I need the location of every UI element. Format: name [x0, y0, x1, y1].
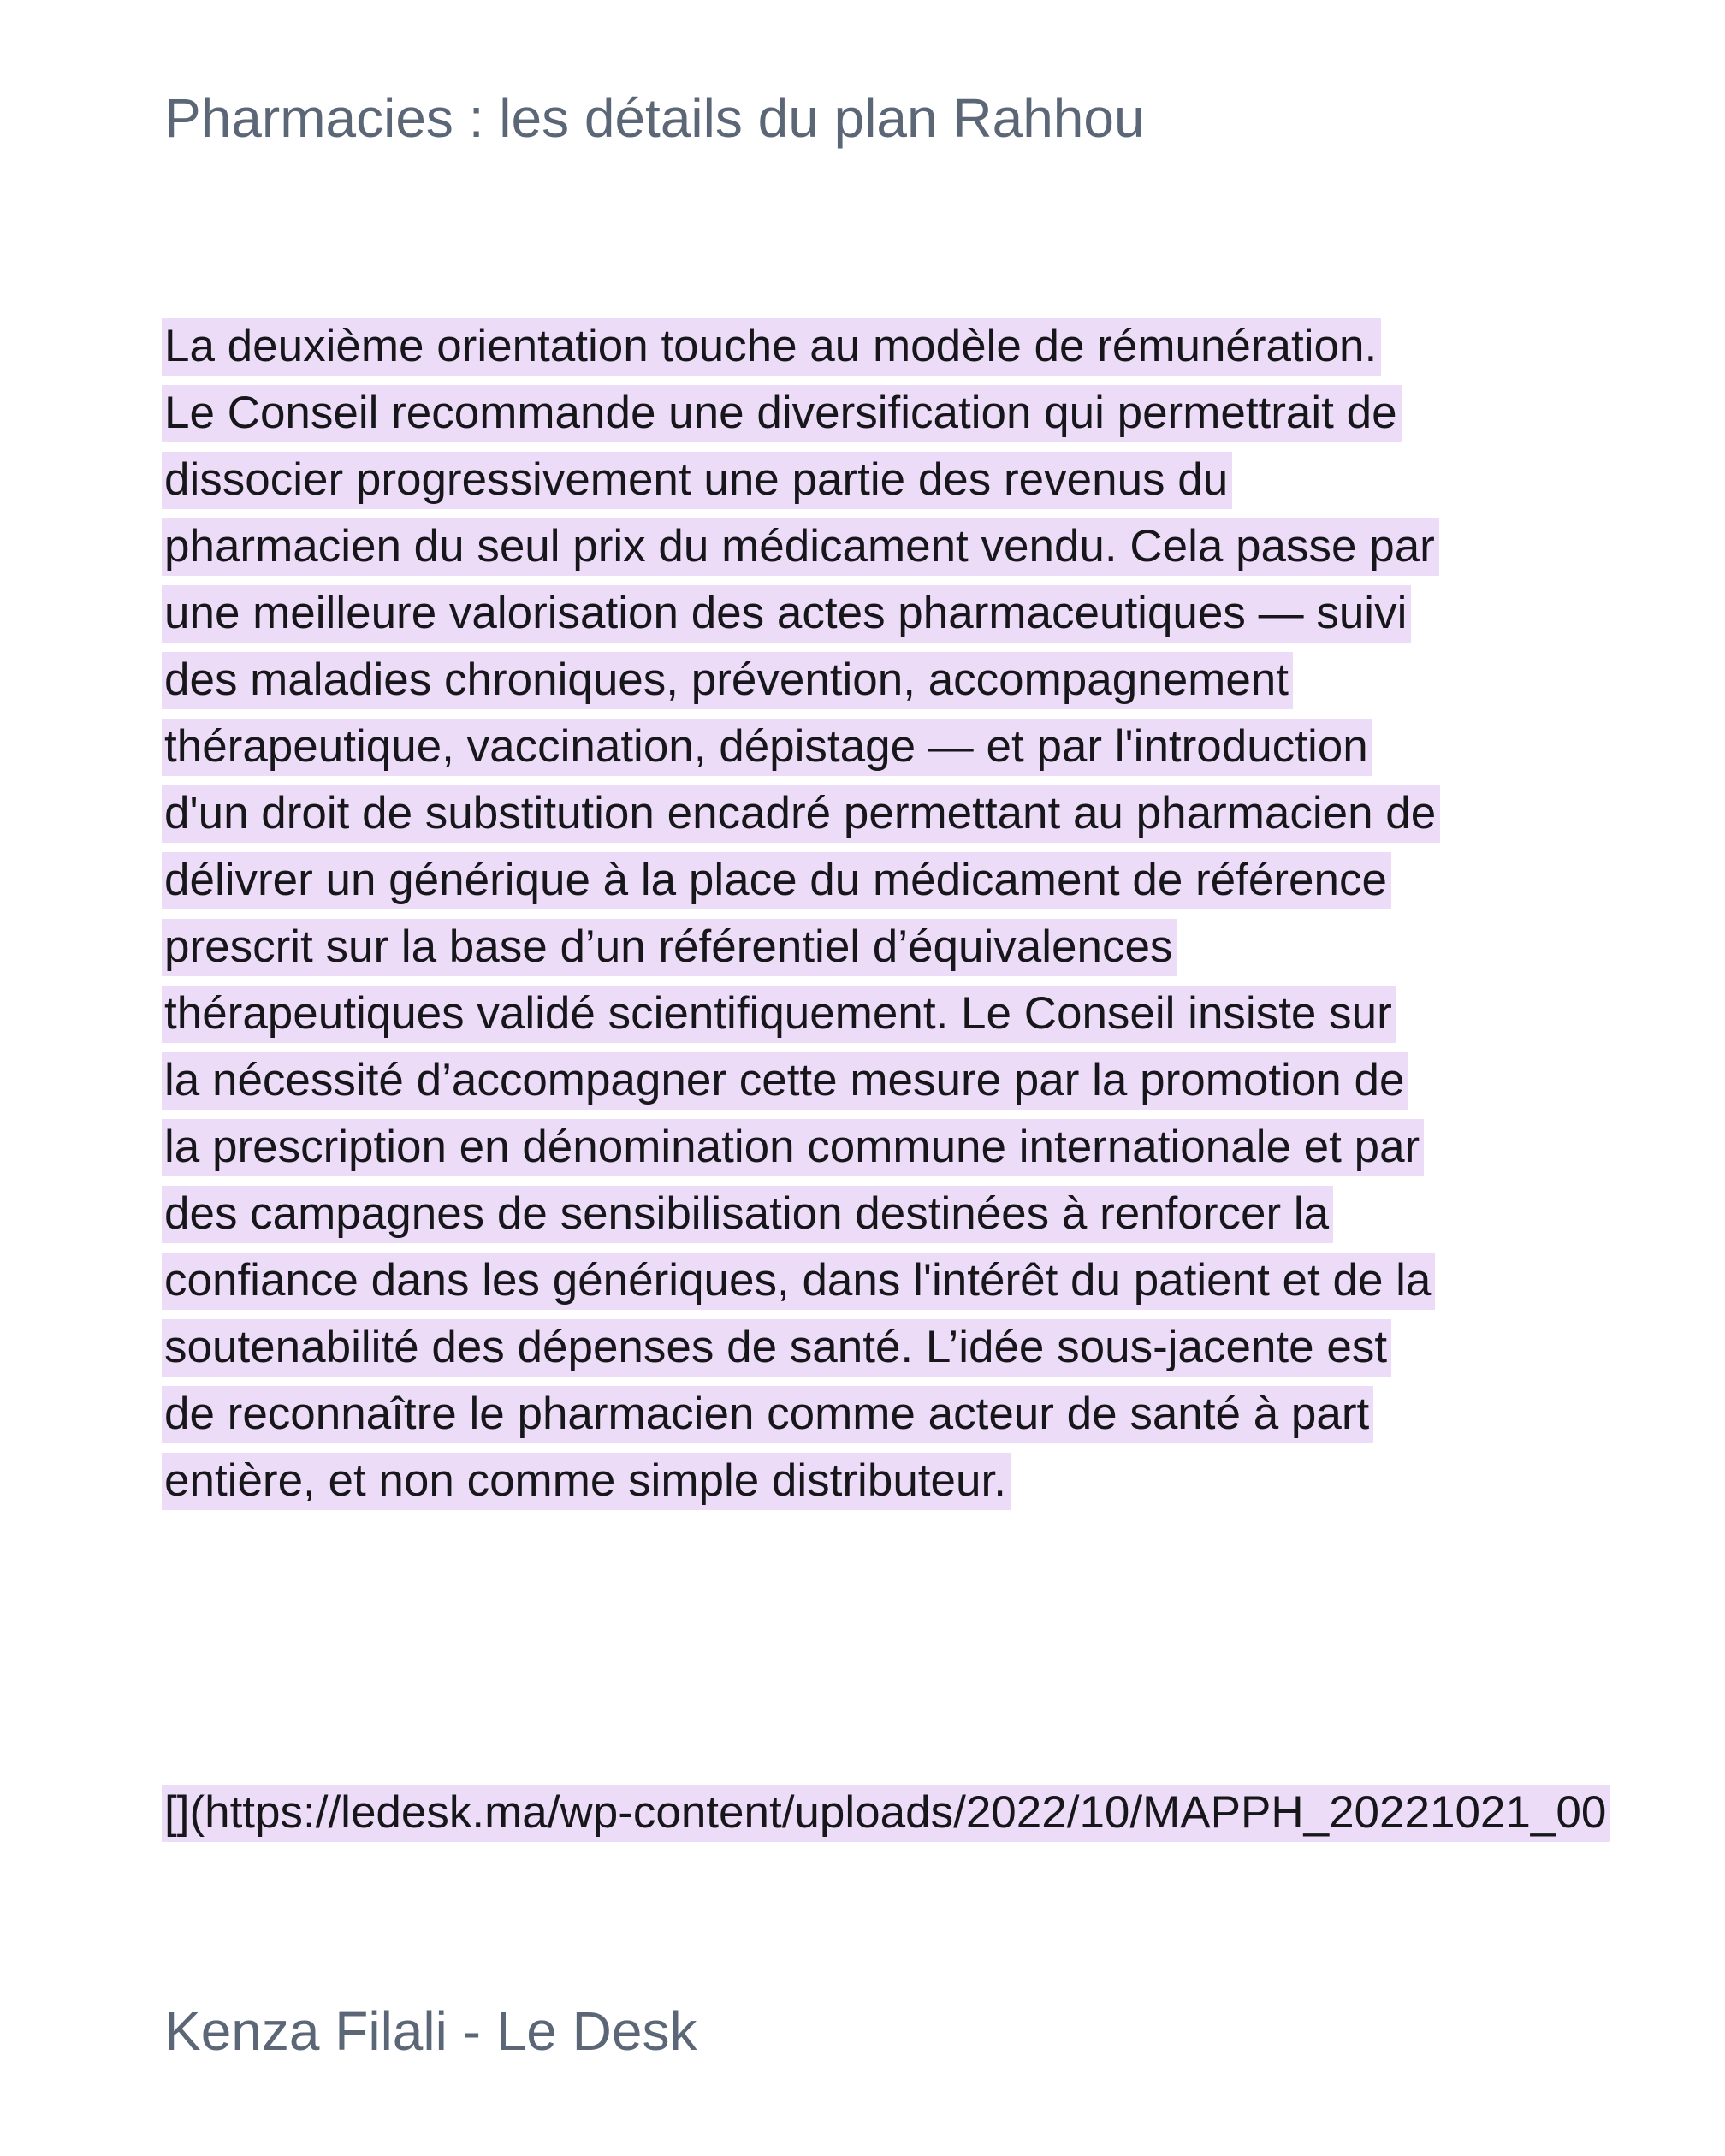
- image-link[interactable]: [164, 1780, 1610, 1846]
- byline: Kenza Filali - Le Desk: [164, 2000, 697, 2062]
- highlighted-text: La deuxième orientation touche au modèle de rémunération. Le Conseil recommande une diversification qui permettrait de dissocier progressivement une partie des revenus du pharmacien du seul prix du médicament vendu. Cela passe par une meilleure valorisation des actes pharmaceutiques — suivi des maladies chroniques, prévention, accompagnement thérapeutique, vaccination, dépistage — et par l'introduction d'un droit de substitution encadré permettant au pharmacien de délivrer un générique à la place du médicament de référence prescrit sur la base d’un référentiel d’équivalences thérapeutiques validé scientifiquement. Le Conseil insiste sur la nécessité d’accompagner cette mesure par la promotion de la prescription en dénomination commune internationale et par des campagnes de sensibilisation destinées à renforcer la confiance dans les génériques, dans l'intérêt du patient et de la soutenabilité des dépenses de santé. L’idée sous-jacente est de reconnaître le pharmacien comme acteur de santé à part entière, et non comme simple distributeur.: [162, 318, 1440, 1510]
- image-link-text: [](https://ledesk.ma/wp-content/uploads/2022/10/MAPPH_20221021_00: [162, 1785, 1610, 1842]
- page-title: Pharmacies : les détails du plan Rahhou: [164, 87, 1145, 149]
- article-paragraph: [164, 313, 1439, 1514]
